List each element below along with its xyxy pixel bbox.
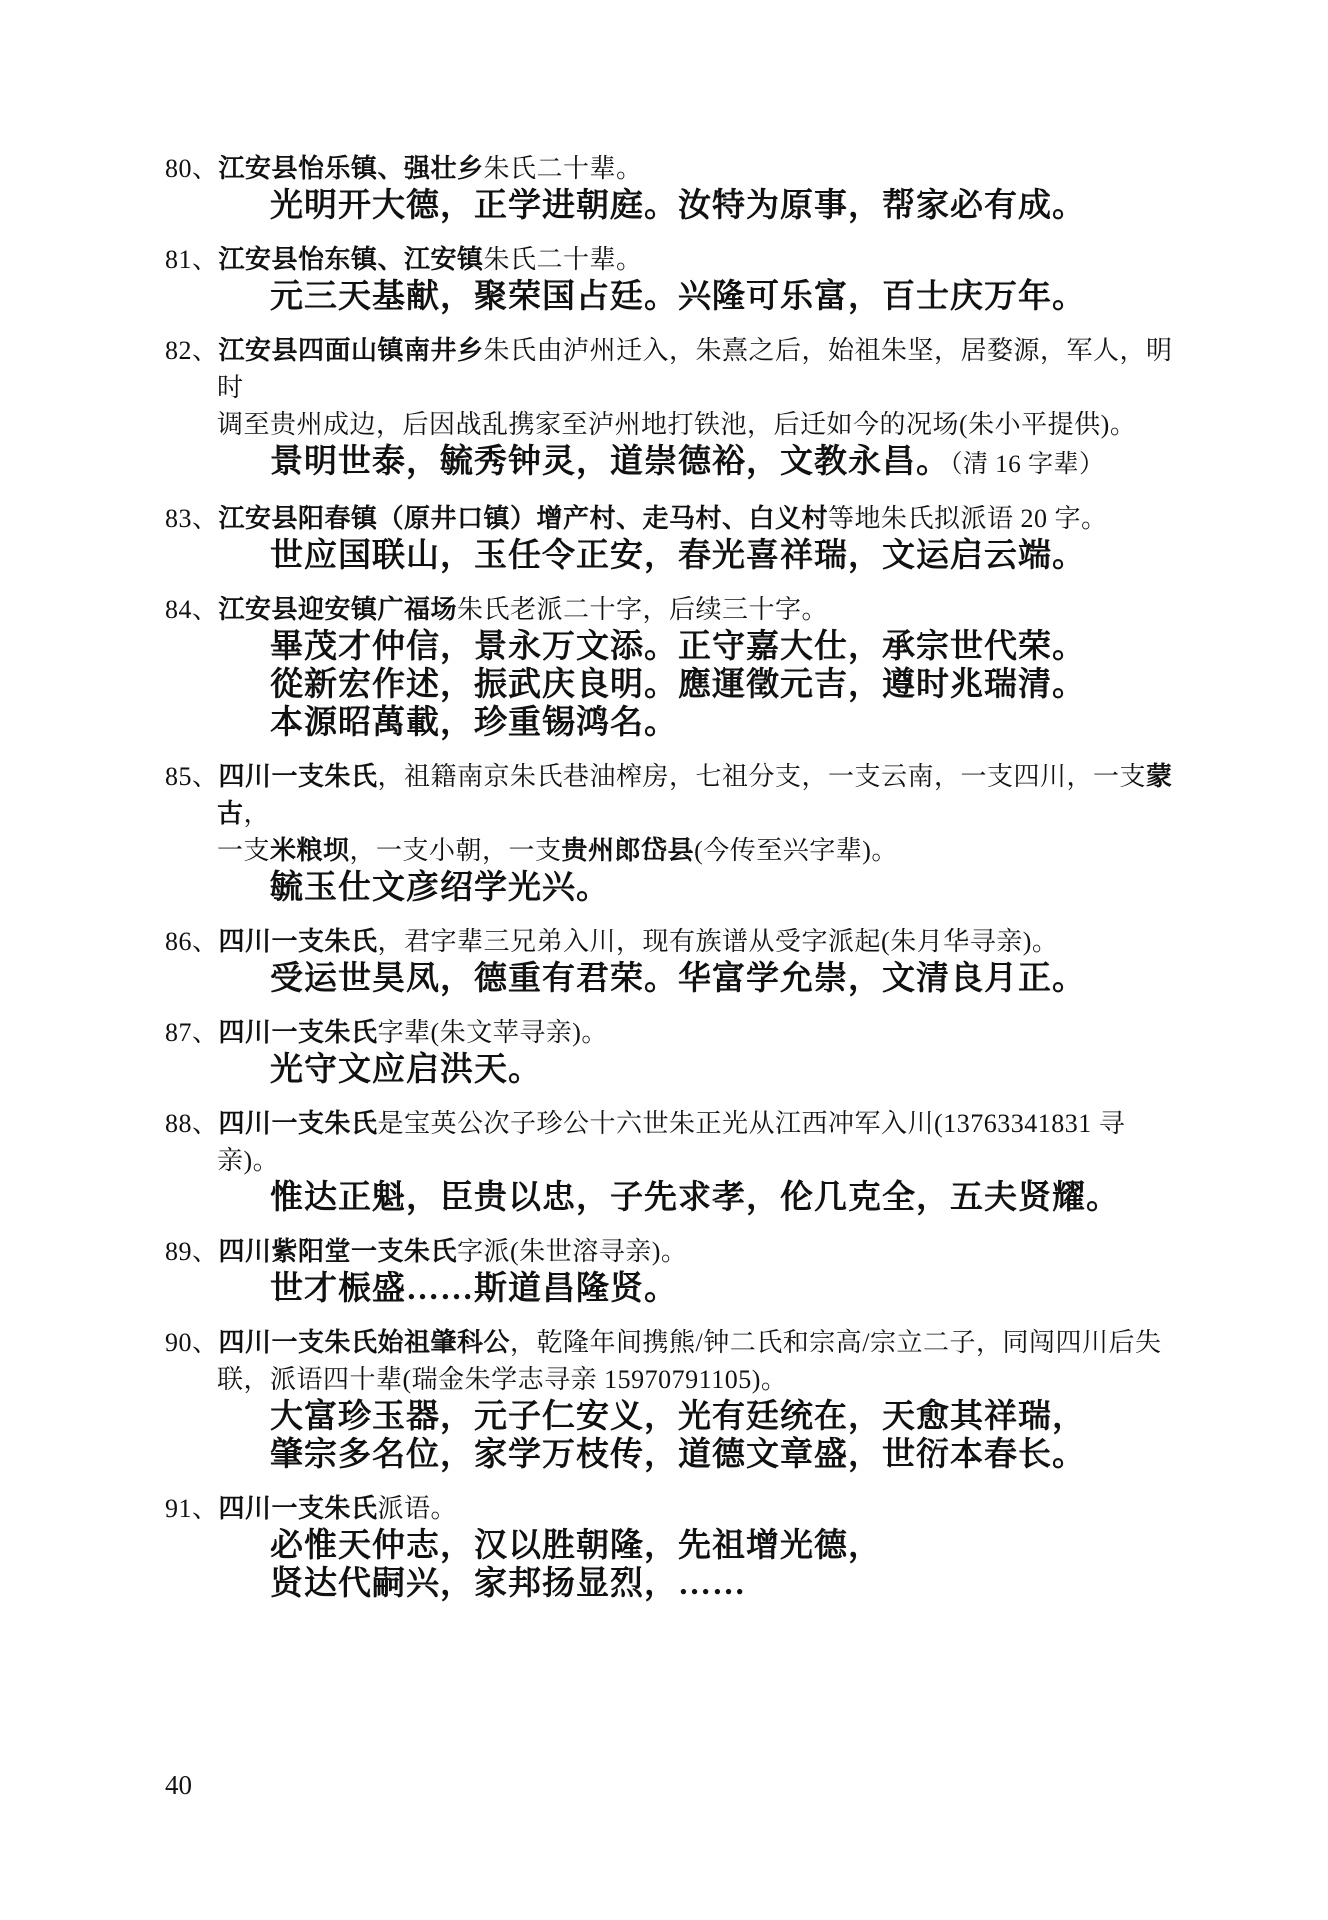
poem-line: 贤达代嗣兴，家邦扬显烈，……	[270, 1566, 746, 1602]
header-text: 字辈(朱文苹寻亲)。	[377, 1018, 608, 1047]
header-text: 派语。	[377, 1494, 458, 1523]
entry-number: 80、	[165, 154, 219, 183]
entry-header	[165, 591, 1185, 628]
entry	[165, 1014, 1185, 1089]
entry-number: 88、	[165, 1109, 219, 1138]
header-text: (今传至兴字辈)。	[694, 836, 898, 865]
entry	[165, 1233, 1185, 1308]
header-text: 联，派语四十辈(瑞金朱学志寻亲 15970791105)。	[217, 1365, 788, 1394]
entries-list	[165, 150, 1185, 1619]
poem-line: 世应国联山，玉任令正安，春光喜祥瑞，文运启云端。	[270, 538, 1086, 574]
poem-line: 惟达正魁，臣贵以忠，子先求孝，伦几克全，五夫贤耀。	[270, 1180, 1120, 1216]
entry-header	[165, 241, 1185, 278]
poem-line: 必惟天仲志，汉以胜朝隆，先祖增光德，	[270, 1528, 882, 1564]
poem-line: 肇宗多名位，家学万枝传，道德文章盛，世衍本春长。	[270, 1437, 1086, 1473]
header-text: 朱氏二十辈。	[483, 154, 643, 183]
entry-number: 82、	[165, 336, 219, 365]
header-text: 四川一支朱氏	[218, 1109, 378, 1138]
header-text: 四川一支朱氏	[218, 762, 378, 791]
entry	[165, 591, 1185, 742]
entry	[165, 1105, 1185, 1217]
poem-line: 大富珍玉器，元子仁安义，光有廷统在，天愈其祥瑞，	[270, 1399, 1086, 1435]
entry-header	[165, 1490, 1185, 1527]
header-text: 朱氏二十辈。	[483, 245, 643, 274]
entry-header	[165, 923, 1185, 960]
entry	[165, 500, 1185, 575]
entry	[165, 1324, 1185, 1474]
entry-number: 90、	[165, 1328, 219, 1357]
header-text: 朱氏由泸州迁入，朱熹之后，始祖朱坚，居婺源，军人，明时	[217, 336, 1173, 402]
header-text: 字派(朱世溶寻亲)。	[457, 1237, 688, 1266]
header-text: 一支	[217, 836, 271, 865]
poem-line: 毓玉仕文彦绍学光兴。	[270, 870, 610, 906]
header-text: 江安县迎安镇广福场	[218, 595, 458, 624]
header-text: 四川一支朱氏始祖肇科公	[218, 1328, 511, 1357]
entry	[165, 758, 1185, 907]
header-text: 四川一支朱氏	[218, 1494, 378, 1523]
entry-header	[165, 1233, 1185, 1270]
header-text: ，一支小朝，一支	[349, 836, 562, 865]
entry-number: 81、	[165, 245, 219, 274]
entry-header	[165, 1105, 1185, 1179]
entry-header	[165, 150, 1185, 187]
poem-line: 光守文应启洪天。	[270, 1052, 542, 1088]
entry-header	[165, 1014, 1185, 1051]
header-text: 四川紫阳堂一支朱氏	[218, 1237, 458, 1266]
header-text: 贵州郎岱县	[561, 836, 695, 865]
entry-number: 83、	[165, 504, 219, 533]
entry-header	[165, 500, 1185, 537]
header-text: 四川一支朱氏	[218, 927, 378, 956]
header-text: 等地朱氏拟派语 20 字。	[828, 504, 1108, 533]
entry-header	[165, 758, 1185, 869]
entry-number: 86、	[165, 927, 219, 956]
page-number: 40	[165, 1770, 192, 1800]
entry-number: 84、	[165, 595, 219, 624]
entry	[165, 1490, 1185, 1603]
entry-number: 87、	[165, 1018, 219, 1047]
entry-header	[165, 1324, 1185, 1398]
poem-line: 景明世泰，毓秀钟灵，道崇德裕，文教永昌。（清 16 字辈）	[270, 444, 1105, 480]
header-text: ，君字辈三兄弟入川，现有族谱从受字派起(朱月华寻亲)。	[377, 927, 1059, 956]
header-text: 调至贵州成边，后因战乱携家至泸州地打铁池，后迁如今的况场(朱小平提供)。	[217, 410, 1137, 439]
poem-note: （清 16 字辈）	[950, 451, 1105, 478]
entry	[165, 150, 1185, 225]
entry-number: 85、	[165, 762, 219, 791]
poem-line: 元三天基献，聚荣国占廷。兴隆可乐富，百士庆万年。	[270, 279, 1086, 315]
header-text: ，祖籍南京朱氏巷油榨房，七祖分支，一支云南，一支四川，一支	[377, 762, 1147, 791]
header-text: 米粮坝	[270, 836, 350, 865]
header-text: 江安县怡乐镇、强壮乡	[218, 154, 484, 183]
poem-line: 從新宏作述，振武庆良明。應運徵元吉，遵时兆瑞清。	[270, 667, 1086, 703]
entry	[165, 923, 1185, 998]
header-text: 四川一支朱氏	[218, 1018, 378, 1047]
poem-line: 畢茂才仲信，景永万文添。正守嘉大仕，承宗世代荣。	[270, 629, 1086, 665]
header-text: 是宝英公次子珍公十六世朱正光从江西冲军入川(13763341831 寻亲)。	[217, 1109, 1126, 1175]
header-text: ，	[243, 799, 271, 828]
poem-line: 本源昭萬載，珍重锡鸿名。	[270, 705, 678, 741]
header-text: 江安县阳春镇（原井口镇）增产村、走马村、白义村	[218, 504, 829, 533]
header-text: 江安县怡东镇、江安镇	[218, 245, 484, 274]
entry-number: 91、	[165, 1494, 219, 1523]
entry	[165, 241, 1185, 316]
entry-header	[165, 332, 1185, 443]
poem-line: 受运世昊凤，德重有君荣。华富学允崇，文清良月正。	[270, 961, 1086, 997]
poem-line: 世才桭盛……斯道昌隆贤。	[270, 1271, 678, 1307]
header-text: 江安县四面山镇南井乡	[218, 336, 484, 365]
header-text: 蒙古	[217, 762, 1173, 828]
poem-line: 光明开大德，正学进朝庭。汝特为原事，帮家必有成。	[270, 188, 1086, 224]
header-text: 朱氏老派二十字，后续三十字。	[457, 595, 829, 624]
entry-number: 89、	[165, 1237, 219, 1266]
entry	[165, 332, 1185, 484]
header-text: ，乾隆年间携熊/钟二氏和宗高/宗立二子，同闯四川后失	[510, 1328, 1162, 1357]
